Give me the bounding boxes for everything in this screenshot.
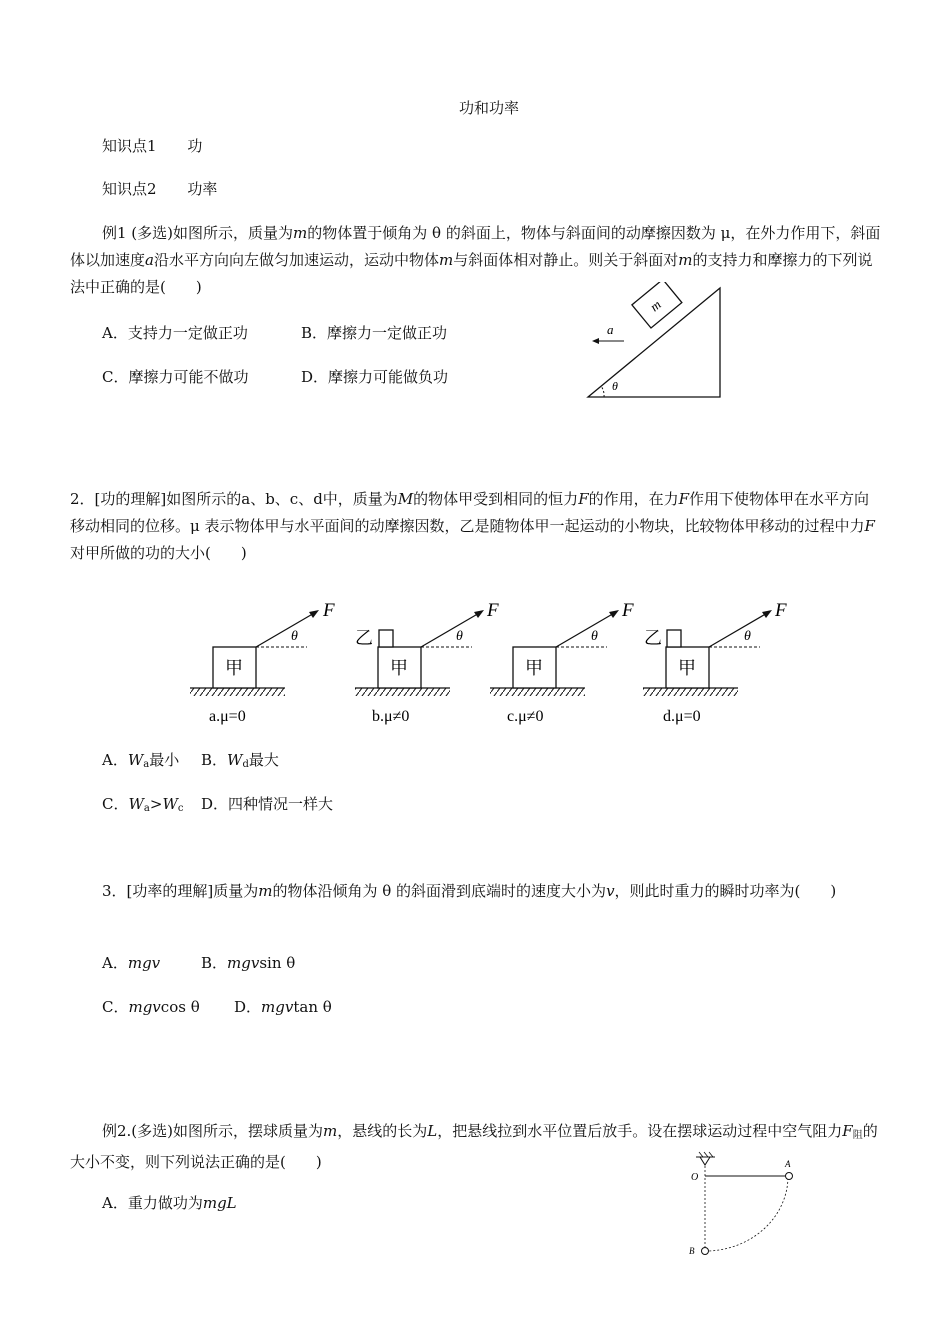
label-b: B: [689, 1246, 695, 1256]
label-o: O: [691, 1172, 699, 1183]
angle-label: θ: [291, 629, 298, 644]
example-1-option-b: B．摩擦力一定做正功: [301, 324, 448, 342]
angle-label: θ: [744, 629, 751, 644]
force-figures: [185, 596, 805, 736]
question-2-option-d: D．四种情况一样大: [201, 795, 334, 813]
question-3-option-b: B．mgvsin θ: [201, 954, 296, 972]
caption: a.μ=0: [209, 708, 246, 725]
force-arrow: [256, 612, 316, 647]
figure-d: [643, 600, 787, 725]
caption: b.μ≠0: [372, 708, 410, 725]
question-2-option-a: A．$W_a$最小: [102, 751, 180, 770]
example-1-stem: 例1 (多选)如图所示，质量为m的物体置于倾角为 θ 的斜面上，物体与斜面间的动摩擦因数为 μ，在外力作用下，斜面体以加速度a沿水平方向向左做匀加速运动，运动中物体m与斜面体相对静止。则关于斜面对m的支持力和摩擦力的下列说法中正确的是( ): [70, 224, 881, 296]
small-block-yi: [667, 630, 681, 647]
force-arrow: [556, 612, 616, 647]
small-block-yi: [379, 630, 393, 647]
small-block-label: 乙: [355, 628, 373, 648]
knowledge-name: 功: [187, 137, 203, 155]
incline-figure: [580, 282, 730, 406]
example-2-stem: 例2.(多选)如图所示，摆球质量为m，悬线的长为L，把悬线拉到水平位置后放手。设在摆球运动过程中空气阻力$F_阻$的大小不变，则下列说法正确的是( ): [70, 1122, 878, 1171]
knowledge-name: 功率: [187, 180, 218, 198]
arrow-head-icon: [592, 338, 599, 344]
force-arrow: [421, 612, 481, 647]
ball-b: [702, 1248, 709, 1255]
force-label: F: [775, 600, 787, 621]
angle-label: θ: [591, 629, 598, 644]
figure-c: [490, 600, 634, 725]
question-3-option-a: A．mgv: [102, 954, 161, 972]
ball-a: [786, 1173, 793, 1180]
angle-label: θ: [612, 379, 618, 393]
arrow-head-icon: [309, 610, 319, 618]
knowledge-point-2: [102, 179, 217, 199]
swing-arc: [709, 1178, 788, 1251]
caption: d.μ=0: [663, 708, 701, 725]
box-jia-label: 甲: [525, 658, 543, 678]
question-2-stem: 2．[功的理解]如图所示的a、b、c、d中，质量为M的物体甲受到相同的恒力F的作用，在力F作用下使物体甲在水平方向移动相同的位移。μ 表示物体甲与水平面间的动摩擦因数，乙是随物体甲一起运动的小物块，比较物体甲移动的过程中力F对甲所做的功的大小( ): [70, 490, 875, 562]
example-1-option-c: C．摩擦力可能不做功: [102, 368, 249, 386]
acceleration-label: a: [607, 322, 614, 337]
figure-b: [355, 600, 499, 725]
caption: c.μ≠0: [507, 708, 544, 725]
pendulum-figure: [685, 1150, 800, 1260]
figure-a: [190, 600, 335, 725]
label-a: A: [785, 1159, 791, 1169]
small-block-label: 乙: [644, 628, 662, 648]
box-jia-label: 甲: [390, 658, 408, 678]
box-jia-label: 甲: [678, 658, 696, 678]
arrow-head-icon: [474, 610, 484, 618]
angle-label: θ: [456, 629, 463, 644]
knowledge-point-1: [102, 136, 202, 156]
knowledge-label: 知识点1: [102, 137, 157, 155]
force-label: F: [323, 600, 335, 621]
force-arrow: [709, 612, 769, 647]
question-2-option-c: C．$W_a>W_c$: [102, 795, 184, 814]
force-label: F: [622, 600, 634, 621]
question-3-option-d: D．mgvtan θ: [234, 998, 332, 1016]
block-m: [632, 282, 682, 328]
pivot-icon: [700, 1157, 710, 1165]
example-1-option-a: A．支持力一定做正功: [102, 324, 248, 342]
question-3-option-c: C．mgvcos θ: [102, 998, 200, 1016]
block-m-label: m: [647, 296, 664, 315]
example-2-option-a: A．重力做功为mgL: [102, 1194, 237, 1212]
page-title: 功和功率: [459, 99, 520, 117]
question-3-stem: 3．[功率的理解]质量为m的物体沿倾角为 θ 的斜面滑到底端时的速度大小为v，则此时重力的瞬时功率为( ): [102, 882, 837, 900]
example-1-option-d: D．摩擦力可能做负功: [301, 368, 449, 386]
arrow-head-icon: [762, 610, 772, 618]
angle-arc: [601, 386, 604, 397]
knowledge-label: 知识点2: [102, 180, 157, 198]
box-jia-label: 甲: [225, 658, 243, 678]
question-2-option-b: B．$W_d$最大: [201, 751, 279, 770]
arrow-head-icon: [609, 610, 619, 618]
force-label: F: [487, 600, 499, 621]
